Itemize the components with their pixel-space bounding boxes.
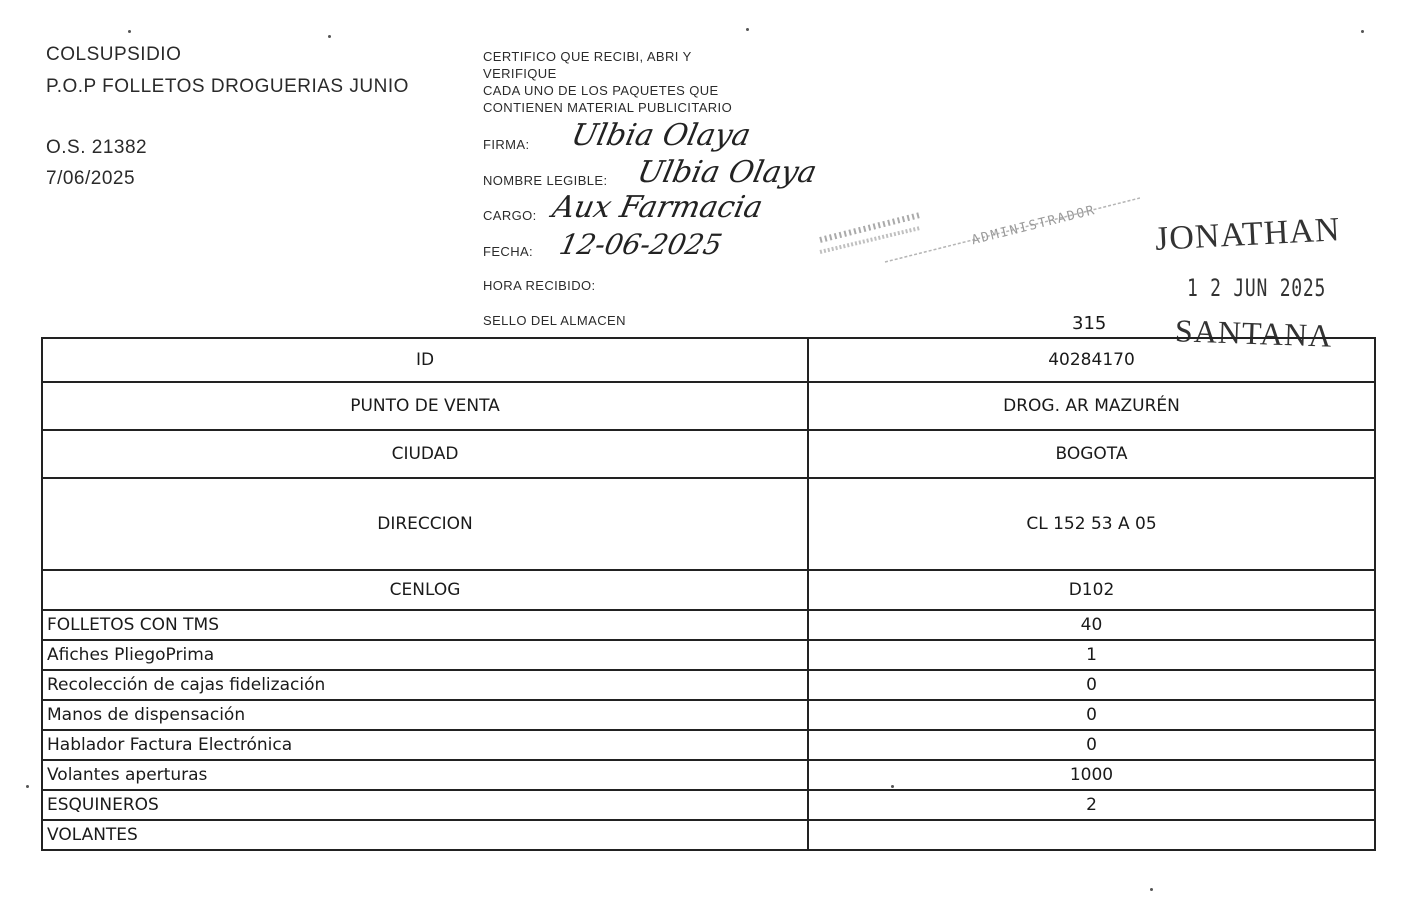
nombre-handwritten: Ulbia Olaya [634,155,820,190]
nombre-label: NOMBRE LEGIBLE: [483,173,608,188]
item-label: Recolección de cajas fidelización [42,670,808,700]
stamp-first-name: JONATHAN [1154,211,1342,258]
item-label: FOLLETOS CON TMS [42,610,808,640]
table-row [42,430,1375,478]
item-label: ESQUINEROS [42,790,808,820]
item-label: Hablador Factura Electrónica [42,730,808,760]
item-value: 2 [808,790,1375,820]
table-row [42,820,1375,850]
item-label: VOLANTES [42,820,808,850]
fecha-label: FECHA: [483,244,534,259]
project-title: P.O.P FOLLETOS DROGUERIAS JUNIO [46,76,409,97]
item-value [808,820,1375,850]
faded-stamp-lines [810,180,1140,270]
table-row [42,640,1375,670]
stamp-date: 1 2 JUN 2025 [1187,274,1327,302]
hora-label: HORA RECIBIDO: [483,278,596,293]
item-value: 0 [808,700,1375,730]
table-row [42,760,1375,790]
scan-speck [26,785,29,788]
stamp-last-name: SANTANA [1174,312,1333,354]
firma-label: FIRMA: [483,137,530,152]
faded-stamp [810,180,1140,270]
ciudad-value: BOGOTA [808,430,1375,478]
scan-speck [1361,30,1364,33]
firma-signature: Ulbia Olaya [568,118,754,153]
company-name: COLSUPSIDIO [46,44,182,65]
ciudad-label: CIUDAD [42,430,808,478]
cargo-label: CARGO: [483,208,537,223]
item-label: Volantes aperturas [42,760,808,790]
certificate-line: VERIFIQUE [483,66,557,81]
item-value: 0 [808,730,1375,760]
id-label: ID [42,338,808,382]
punto-venta-value: DROG. AR MAZURÉN [808,382,1375,430]
stamp-number: 315 [1072,313,1107,334]
item-value: 1000 [808,760,1375,790]
table-row [42,700,1375,730]
item-label: Manos de dispensación [42,700,808,730]
punto-venta-label: PUNTO DE VENTA [42,382,808,430]
table-row [42,790,1375,820]
scan-speck [746,28,749,31]
scan-speck [328,35,331,38]
table-row [42,338,1375,382]
sello-label: SELLO DEL ALMACEN [483,313,626,328]
item-label: Afiches PliegoPrima [42,640,808,670]
table-row [42,382,1375,430]
direccion-value: CL 152 53 A 05 [808,478,1375,570]
item-value: 0 [808,670,1375,700]
scan-speck [128,30,131,33]
table-row [42,478,1375,570]
scan-speck [1150,888,1153,891]
item-value: 1 [808,640,1375,670]
scan-speck [891,785,894,788]
order-number: O.S. 21382 [46,137,148,158]
table-row [42,670,1375,700]
certificate-line: CADA UNO DE LOS PAQUETES QUE [483,83,719,98]
direccion-label: DIRECCION [42,478,808,570]
certificate-text [483,48,732,116]
stamp-role: ADMINISTRADOR [970,202,1098,249]
document-date: 7/06/2025 [46,168,136,189]
table-row [42,730,1375,760]
cenlog-label: CENLOG [42,570,808,610]
item-value: 40 [808,610,1375,640]
fecha-handwritten: 12-06-2025 [556,228,725,261]
certificate-line: CERTIFICO QUE RECIBI, ABRI Y [483,49,692,64]
delivery-table [41,337,1376,851]
id-value: 40284170 [808,338,1375,382]
cenlog-value: D102 [808,570,1375,610]
table-row [42,570,1375,610]
cargo-handwritten: Aux Farmacia [549,190,766,225]
table-row [42,610,1375,640]
certificate-line: CONTIENEN MATERIAL PUBLICITARIO [483,100,733,115]
